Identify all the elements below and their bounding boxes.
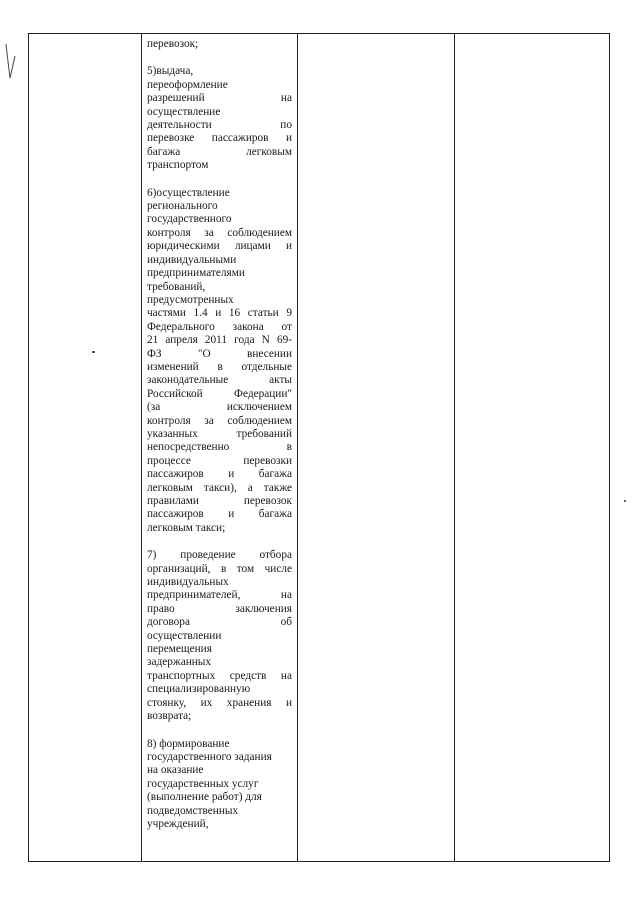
text-line: разрешений на [147,92,292,105]
paragraph-gap [147,535,292,549]
table-frame [28,33,610,862]
text-line: указанных требований [147,427,292,440]
text-line: деятельности по [147,119,292,132]
text-line: организаций, в том числе [147,562,292,575]
text-line: контроля за соблюдением [147,226,292,239]
scan-speck [624,500,626,502]
text-line: ФЗ "О внесении [147,347,292,360]
text-line: учреждений, [147,817,209,830]
text-line: багажа легковым [147,145,292,158]
text-line: осуществлении [147,629,222,642]
paragraph-gap [147,724,292,738]
margin-tick-mark [4,42,18,82]
text-line: задержанных [147,656,212,669]
text-line: 5)выдача, [147,65,194,78]
text-line: перевозок; [147,38,199,50]
text-line: непосредственно в [147,441,292,454]
text-line: транспортом [147,159,209,172]
text-line: предусмотренных [147,293,234,306]
text-line: изменений в отдельные [147,360,292,373]
text-line: государственного [147,213,232,226]
text-line: легковым такси; [147,521,226,534]
text-line: пассажиров и багажа [147,468,292,481]
text-line: государственных услуг [147,777,259,790]
text-line: транспортных средств на [147,669,292,682]
text-line: 21 апреля 2011 года N 69- [147,334,292,347]
text-line: (за исключением [147,401,292,414]
text-line: Российской Федерации" [147,387,292,400]
text-line: легковым такси), а также [147,481,292,494]
text-line: возврата; [147,710,192,723]
table-cell-functions [147,38,292,831]
text-line: законодательные акты [147,374,292,387]
text-line: индивидуальными [147,253,237,266]
text-line: предпринимателей, на [147,589,292,602]
text-line: индивидуальных [147,576,229,589]
text-line: перевозке пассажиров и [147,132,292,145]
text-line: стоянку, их хранения и [147,696,292,709]
column-divider-1 [141,34,142,861]
text-line: предпринимателями [147,267,245,280]
text-line: подведомственных [147,804,239,817]
text-line: Федерального закона от [147,320,292,333]
text-line: пассажиров и багажа [147,508,292,521]
text-line: перемещения [147,643,212,656]
text-line: требований, [147,280,206,293]
column-divider-3 [454,34,455,861]
text-line: процессе перевозки [147,454,292,467]
text-line: договора об [147,616,292,629]
paragraph-gap [147,173,292,187]
text-line: регионального [147,200,218,213]
text-line: частями 1.4 и 16 статьи 9 [147,307,292,320]
text-line: право заключения [147,602,292,615]
paragraph-gap [147,51,292,65]
text-line: 6)осуществление [147,186,230,199]
text-line: государственного задания [147,750,272,763]
text-line: на оказание [147,764,204,777]
column-divider-2 [297,34,298,861]
text-line: переоформление [147,78,228,91]
text-line: контроля за соблюдением [147,414,292,427]
text-line: 7) проведение отбора [147,549,292,562]
text-line: (выполнение работ) для [147,791,262,804]
text-line: правилами перевозок [147,495,292,507]
text-line: осуществление [147,105,221,118]
text-line: 8) формирование [147,737,230,750]
text-line: специализированную [147,683,251,696]
text-line: юридическими лицами и [147,240,292,253]
